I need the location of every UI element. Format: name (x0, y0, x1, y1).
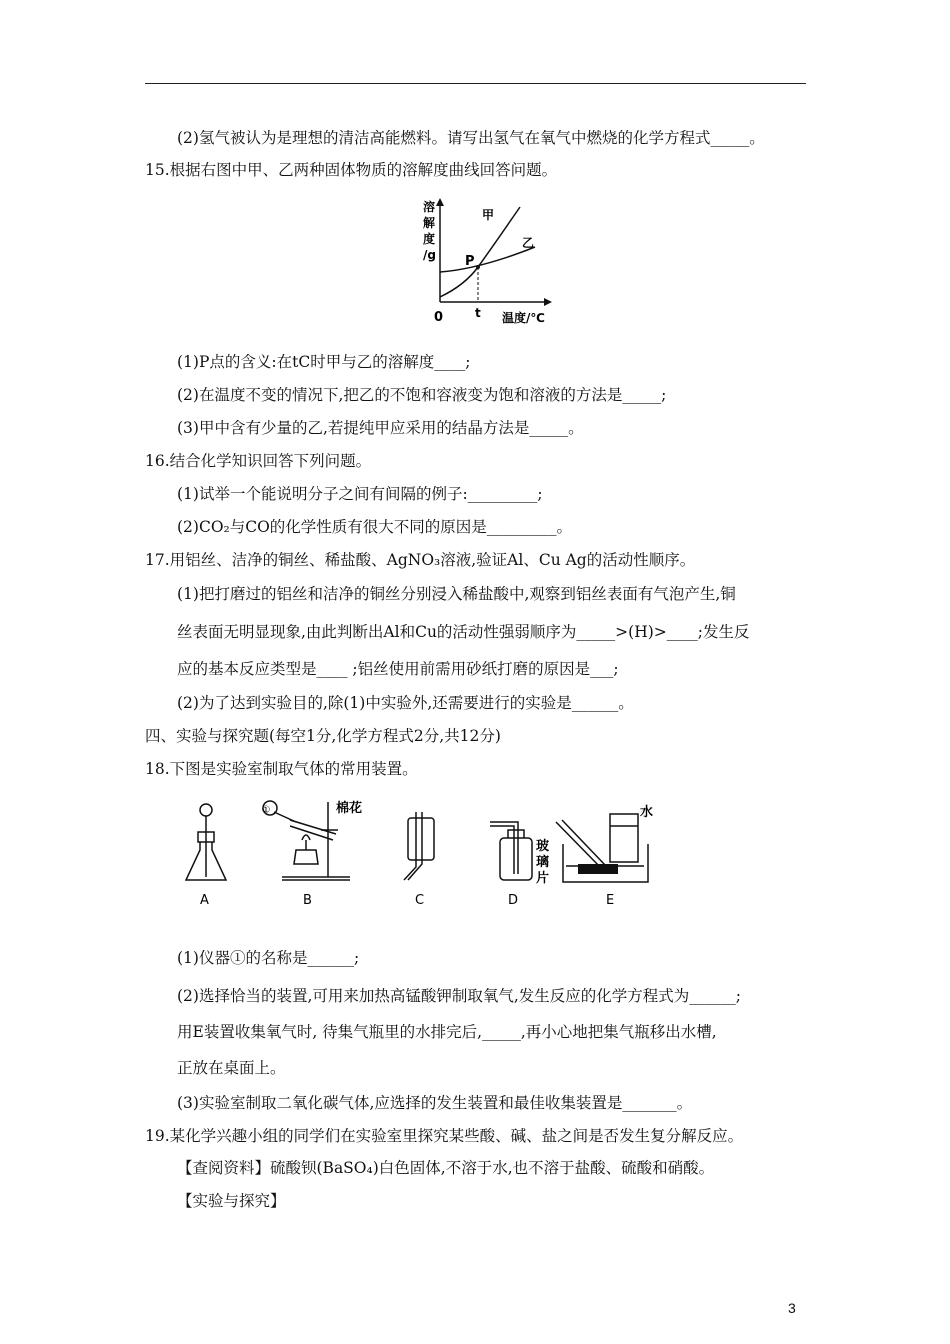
q17-part1-line1: (1)把打磨过的铝丝和洁净的铜丝分别浸入稀盐酸中,观察到铝丝表面有气泡产生,铜 (177, 585, 736, 603)
apparatus-a (186, 804, 226, 880)
q17-part1-line3: 应的基本反应类型是____ ;铝丝使用前需用砂纸打磨的原因是___; (177, 660, 619, 678)
q18-part2-line1: (2)选择恰当的装置,可用来加热高锰酸钾制取氧气,发生反应的化学方程式为______; (177, 987, 742, 1005)
q15-title: 15.根据右图中甲、乙两种固体物质的溶解度曲线回答问题。 (145, 161, 558, 179)
q18-part2-line3: 正放在桌面上。 (177, 1059, 286, 1077)
q17-title: 17.用铝丝、洁净的铜丝、稀盐酸、AgNO₃溶液,验证Al、Cu Ag的活动性顺序。 (145, 551, 696, 569)
q16-part2: (2)CO₂与CO的化学性质有很大不同的原因是_________。 (177, 518, 573, 536)
label-d: D (508, 893, 519, 908)
glass-plate (578, 864, 618, 874)
glass-label-1: 玻 (536, 839, 550, 854)
t-label: t (475, 306, 481, 320)
section-four-heading: 四、实验与探究题(每空1分,化学方程式2分,共12分) (145, 727, 501, 745)
x-axis-arrow (544, 298, 552, 306)
glass-label-2: 璃 (536, 855, 550, 870)
apparatus-c (404, 812, 434, 880)
page-number: 3 (788, 1300, 796, 1316)
y-axis-arrow (436, 198, 444, 206)
water-label: 水 (640, 805, 654, 820)
q15-part1: (1)P点的含义:在tC时甲与乙的溶解度____; (177, 353, 471, 371)
curve-yi-label: 乙 (522, 236, 535, 250)
glass-label-3: 片 (536, 871, 550, 886)
y-label-2: 解 (423, 216, 436, 230)
q19-experiment: 【实验与探究】 (177, 1192, 286, 1210)
apparatus-d (490, 822, 532, 880)
x-label: 温度/℃ (502, 311, 545, 325)
circle-one-label: ① (261, 805, 271, 816)
curve-yi (440, 247, 535, 272)
solubility-graph (420, 197, 560, 327)
y-label-3: 度 (423, 232, 436, 246)
point-p (476, 265, 480, 269)
y-label-4: /g (423, 248, 436, 262)
q19-info: 【查阅资料】硫酸钡(BaSO₄)白色固体,不溶于水,也不溶于盐酸、硫酸和硝酸。 (177, 1159, 715, 1177)
p-label: P (465, 254, 475, 269)
curve-jia-label: 甲 (482, 208, 495, 222)
y-label-1: 溶 (423, 200, 436, 214)
q15-part2: (2)在温度不变的情况下,把乙的不饱和容液变为饱和溶液的方法是_____; (177, 386, 667, 404)
header-rule (145, 83, 806, 84)
curve-jia (440, 207, 520, 297)
origin-label: 0 (434, 310, 444, 325)
q19-title: 19.某化学兴趣小组的同学们在实验室里探究某些酸、碱、盐之间是否发生复分解反应。 (145, 1127, 744, 1145)
q18-part1: (1)仪器①的名称是______; (177, 949, 360, 967)
q18-part2-line2: 用E装置收集氧气时, 待集气瓶里的水排完后,_____,再小心地把集气瓶移出水槽, (177, 1023, 717, 1041)
q16-title: 16.结合化学知识回答下列问题。 (145, 452, 372, 470)
cotton-label: 棉花 (336, 801, 363, 816)
q18-part3: (3)实验室制取二氧化碳气体,应选择的发生装置和最佳收集装置是_______。 (177, 1094, 693, 1112)
q17-part1-line2: 丝表面无明显现象,由此判断出Al和Cu的活动性强弱顺序为_____>(H)>____;发生反 (177, 623, 750, 641)
apparatus-figure (178, 792, 678, 914)
label-c: C (415, 893, 425, 908)
label-b: B (303, 893, 312, 908)
label-e: E (606, 893, 615, 908)
q14-part2: (2)氢气被认为是理想的清洁高能燃料。请写出氢气在氧气中燃烧的化学方程式_____。 (177, 129, 765, 147)
q18-title: 18.下图是实验室制取气体的常用装置。 (145, 760, 418, 778)
q16-part1: (1)试举一个能说明分子之间有间隔的例子:_________; (177, 485, 543, 503)
q15-part3: (3)甲中含有少量的乙,若提纯甲应采用的结晶方法是_____。 (177, 419, 584, 437)
q17-part2: (2)为了达到实验目的,除(1)中实验外,还需要进行的实验是______。 (177, 694, 634, 712)
label-a: A (200, 893, 209, 908)
